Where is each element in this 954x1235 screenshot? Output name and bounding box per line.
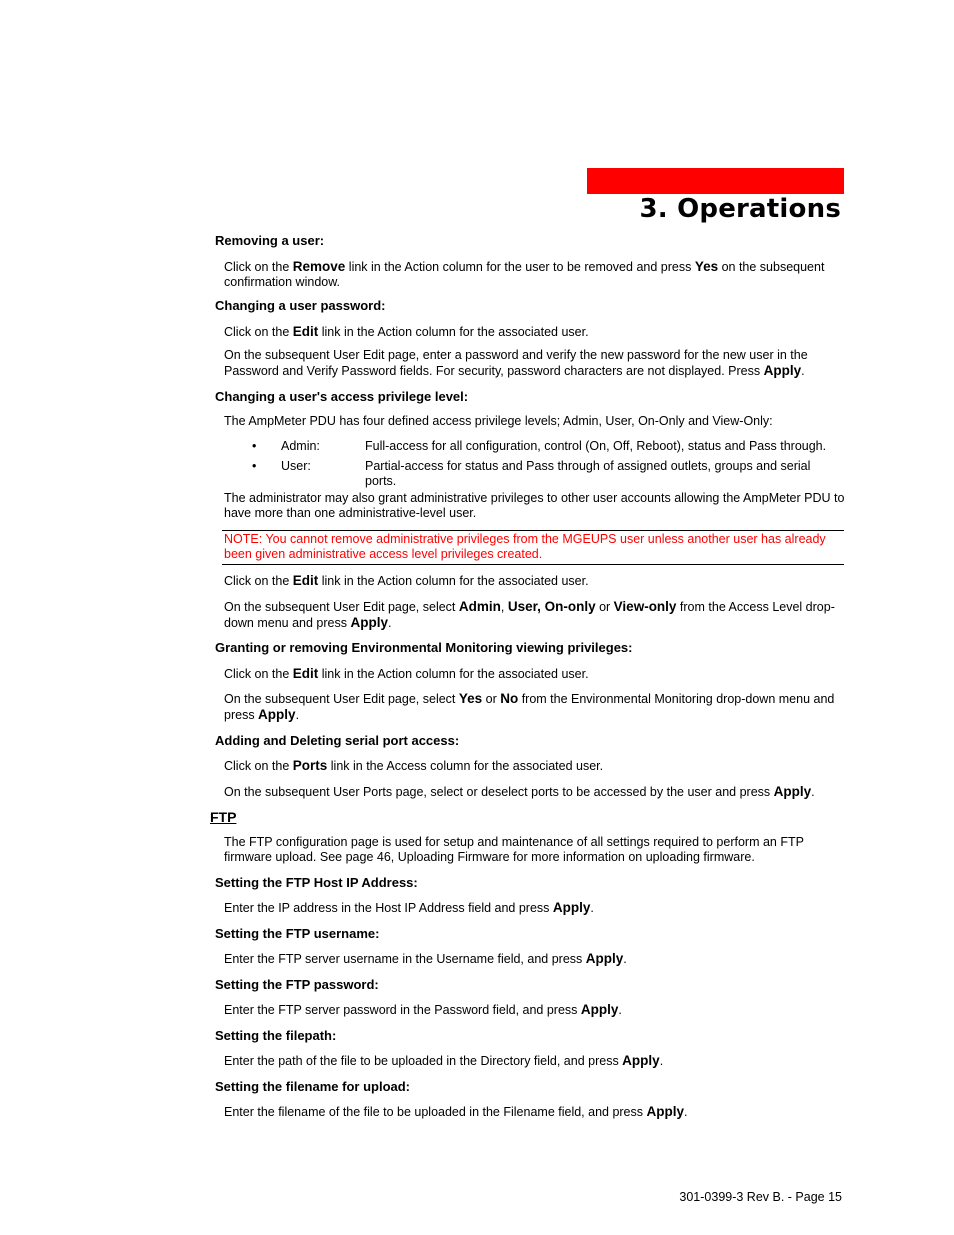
paragraph-ftp-filename: Enter the filename of the file to be uploaded in the Filename field, and press Apply.: [224, 1104, 688, 1119]
note-box: [222, 530, 844, 565]
paragraph-ftp-username: Enter the FTP server username in the Username field, and press Apply.: [224, 951, 627, 966]
keyword-no: No: [500, 691, 519, 706]
keyword-apply: Apply: [646, 1104, 685, 1119]
keyword-user-on-only: User, On-only: [507, 599, 596, 614]
heading-ftp-password: Setting the FTP password:: [215, 977, 379, 992]
paragraph-admin-note: The administrator may also grant administrative privileges to other user accounts allowing the AmpMeter PDU to have more than one administrative-level user.: [224, 491, 845, 520]
heading-env-monitoring: Granting or removing Environmental Monitoring viewing privileges:: [215, 640, 633, 655]
bullet-icon: •: [252, 439, 257, 453]
heading-changing-password: Changing a user password:: [215, 298, 386, 313]
keyword-view-only: View-only: [613, 599, 677, 614]
keyword-ports: Ports: [292, 758, 328, 773]
bullet-desc-user: Partial-access for status and Pass through of assigned outlets, groups and serial ports.: [365, 459, 811, 488]
paragraph-ftp-password: Enter the FTP server password in the Password field, and press Apply.: [224, 1002, 622, 1017]
keyword-edit: Edit: [292, 324, 319, 339]
paragraph-access-select: On the subsequent User Edit page, select Admin, User, On-only or View-only from the Access Level drop-down menu and press Apply.: [224, 599, 835, 630]
keyword-apply: Apply: [580, 1002, 619, 1017]
keyword-edit: Edit: [292, 573, 319, 588]
heading-access-level: Changing a user's access privilege level:: [215, 389, 469, 404]
paragraph-password-apply: On the subsequent User Edit page, enter a password and verify the new password for the new user in the Password and Verify Password fields. For security, password characters are not displayed. Press Apply.: [224, 348, 808, 378]
chapter-title: 3. Operations: [639, 194, 841, 224]
keyword-apply: Apply: [258, 707, 296, 722]
paragraph-ftp-host: Enter the IP address in the Host IP Address field and press Apply.: [224, 900, 594, 915]
keyword-apply: Apply: [350, 615, 388, 630]
keyword-remove: Remove: [292, 259, 346, 274]
chapter-header-bar: [587, 168, 844, 194]
keyword-apply: Apply: [552, 900, 591, 915]
bullet-term-admin: Admin:: [281, 439, 320, 453]
keyword-apply: Apply: [773, 784, 812, 799]
paragraph-env-edit: Click on the Edit link in the Action column for the associated user.: [224, 666, 589, 681]
paragraph-ports-link: Click on the Ports link in the Access column for the associated user.: [224, 758, 604, 773]
paragraph-access-intro: The AmpMeter PDU has four defined access privilege levels; Admin, User, On-Only and View-Only:: [224, 414, 773, 428]
paragraph-env-select: On the subsequent User Edit page, select Yes or No from the Environmental Monitoring drop-down menu and press Apply.: [224, 691, 835, 722]
keyword-apply: Apply: [585, 951, 624, 966]
keyword-yes: Yes: [458, 691, 483, 706]
keyword-yes: Yes: [694, 259, 719, 274]
note-text: NOTE: You cannot remove administrative privileges from the MGEUPS user unless another user has already been given administrative access level privileges created.: [224, 532, 826, 561]
section-title-ftp: FTP: [210, 809, 237, 825]
paragraph-remove-user: Click on the Remove link in the Action column for the user to be removed and press Yes on the subsequent confirmation window.: [224, 259, 825, 289]
bullet-icon: •: [252, 459, 257, 473]
page-footer: 301-0399-3 Rev B. - Page 15: [679, 1190, 842, 1204]
keyword-apply: Apply: [763, 363, 802, 378]
paragraph-password-edit: Click on the Edit link in the Action column for the associated user.: [224, 324, 589, 339]
bullet-desc-admin: Full-access for all configuration, control (On, Off, Reboot), status and Pass through.: [365, 439, 827, 453]
heading-ftp-filepath: Setting the filepath:: [215, 1028, 337, 1043]
bullet-term-user: User:: [281, 459, 311, 473]
paragraph-ftp-filepath: Enter the path of the file to be uploaded in the Directory field, and press Apply.: [224, 1053, 664, 1068]
keyword-admin: Admin: [458, 599, 501, 614]
heading-removing-user: Removing a user:: [215, 233, 325, 248]
heading-ftp-host: Setting the FTP Host IP Address:: [215, 875, 418, 890]
keyword-edit: Edit: [292, 666, 319, 681]
heading-ftp-filename: Setting the filename for upload:: [215, 1079, 411, 1094]
heading-serial-port: Adding and Deleting serial port access:: [215, 733, 460, 748]
paragraph-access-edit: Click on the Edit link in the Action column for the associated user.: [224, 573, 589, 588]
paragraph-ports-apply: On the subsequent User Ports page, select or deselect ports to be accessed by the user and press Apply.: [224, 784, 815, 799]
heading-ftp-username: Setting the FTP username:: [215, 926, 380, 941]
paragraph-ftp-intro: The FTP configuration page is used for setup and maintenance of all settings required to perform an FTP firmware upload. See page 46, Uploading Firmware for more information on uploading firmware.: [224, 835, 804, 864]
keyword-apply: Apply: [622, 1053, 660, 1068]
